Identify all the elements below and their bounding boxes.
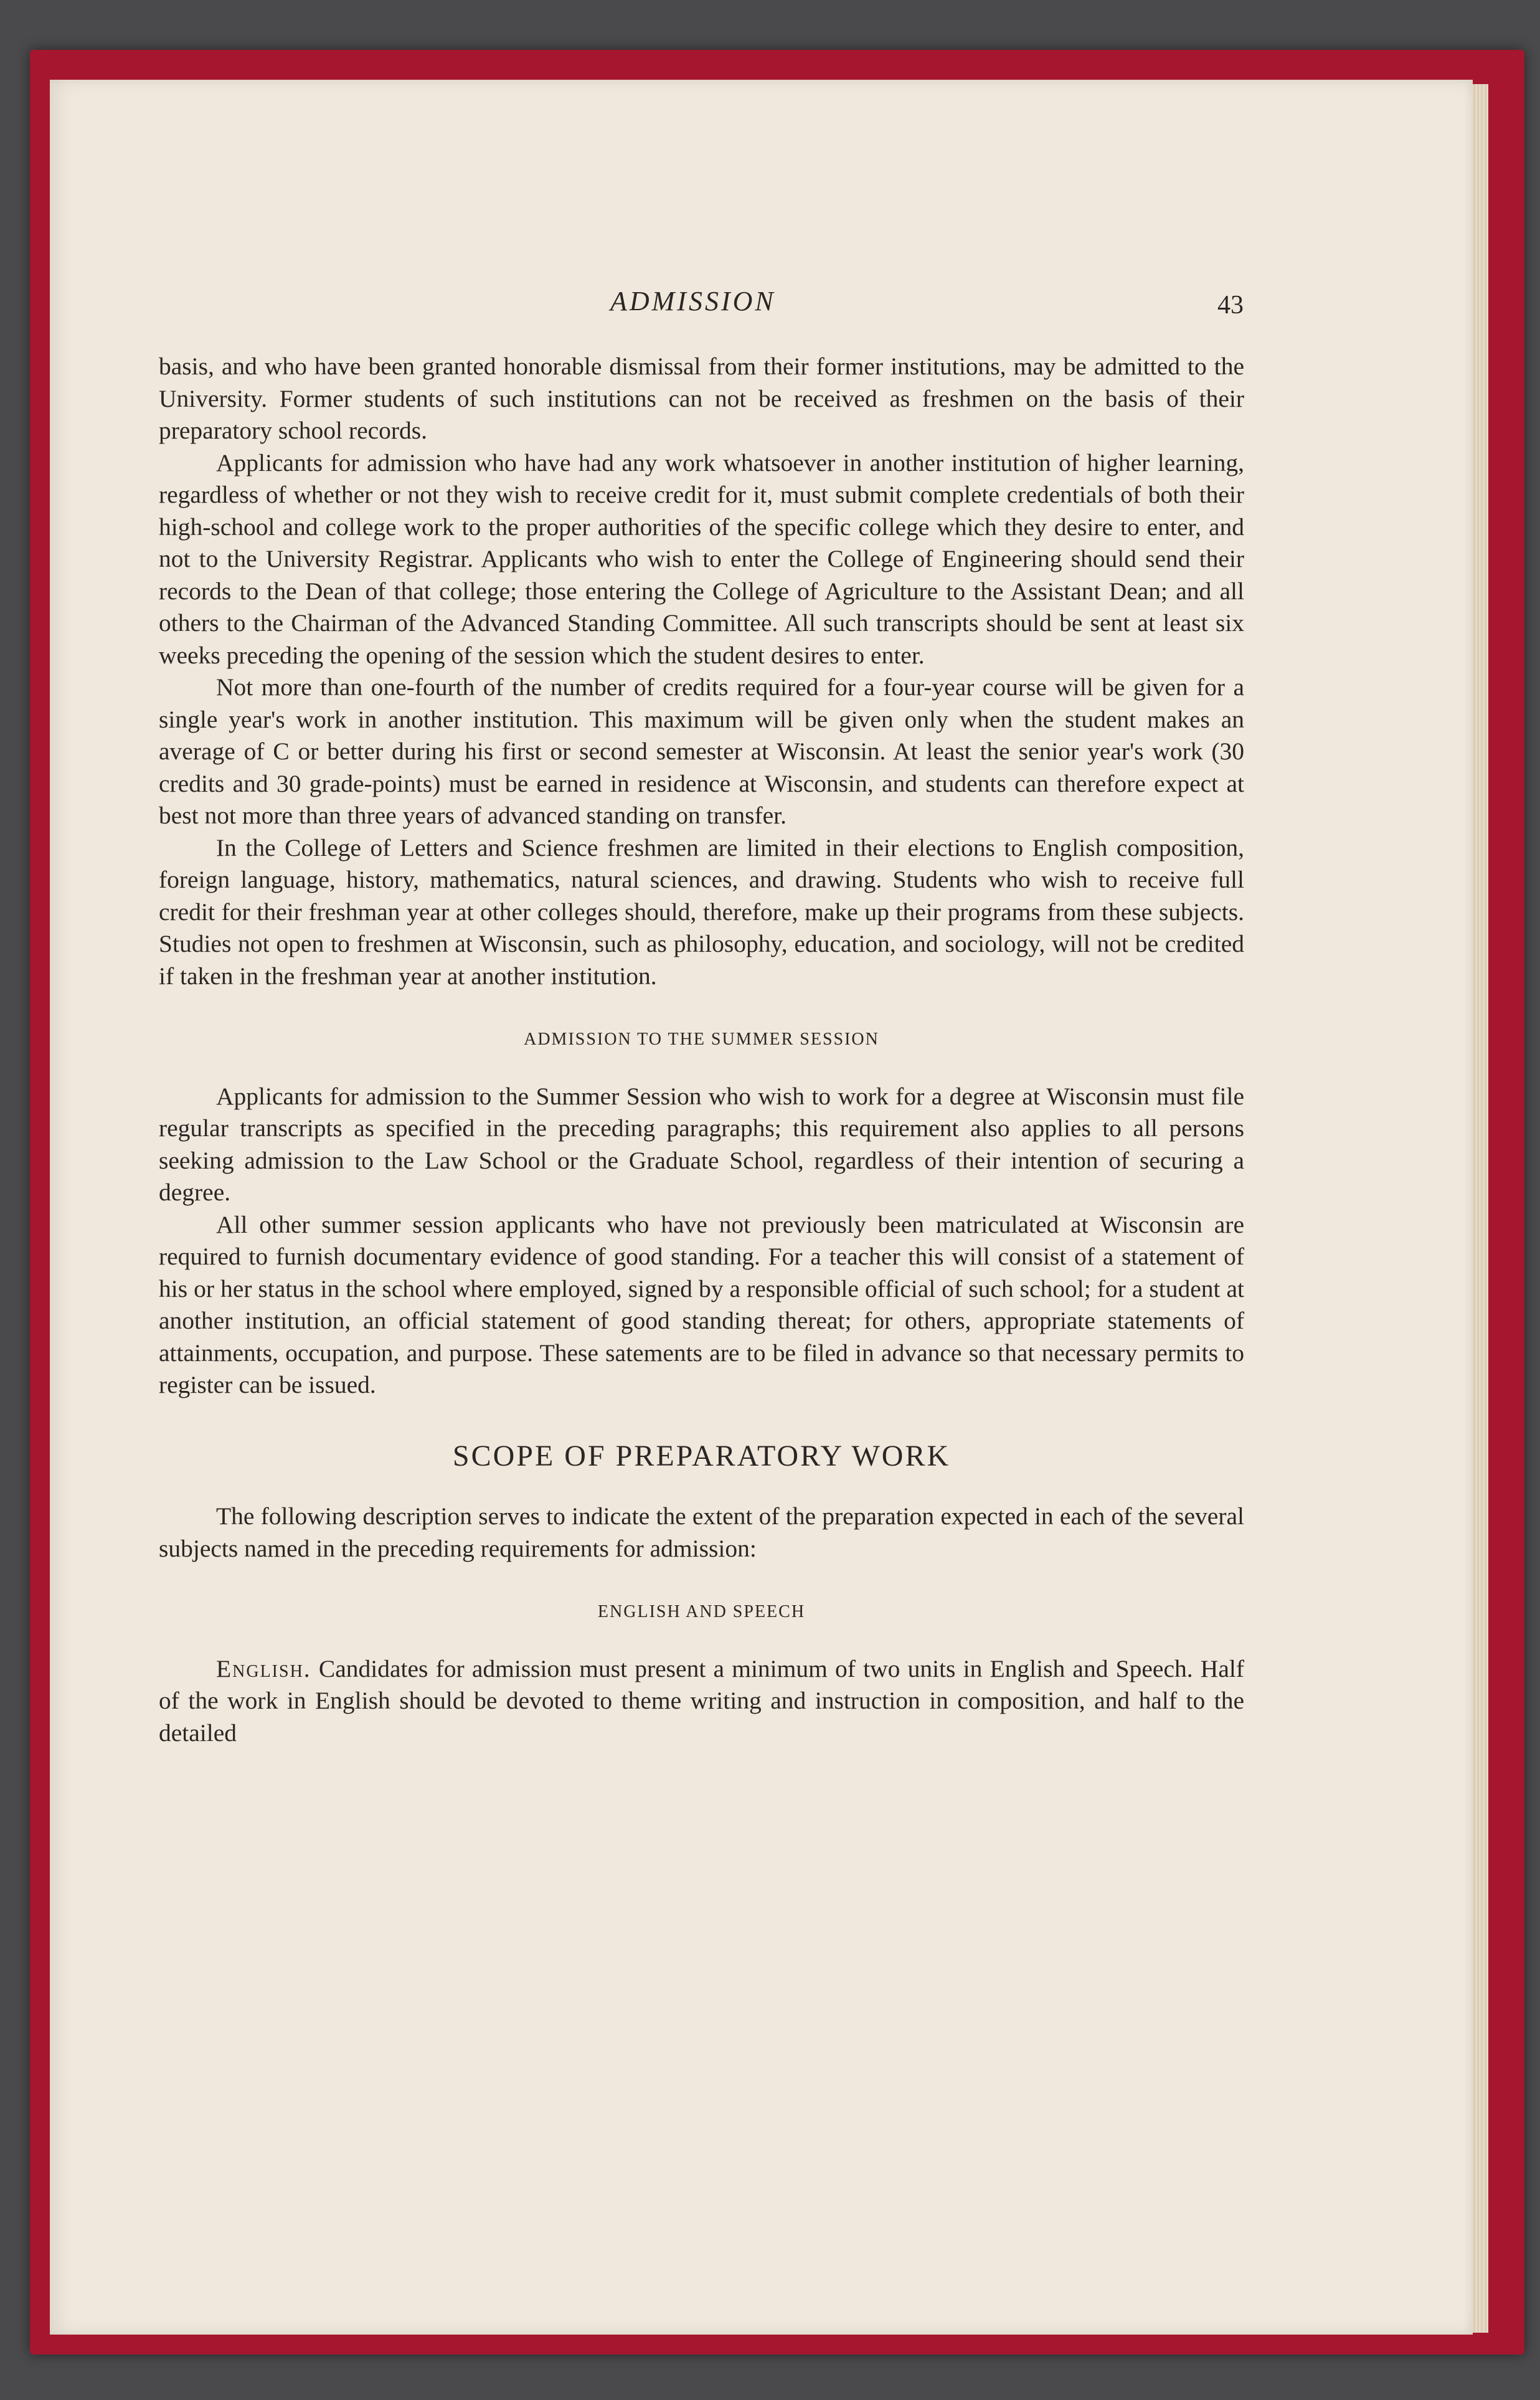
page-number: 43 (1217, 291, 1244, 320)
section-title: SCOPE OF PREPARATORY WORK (452, 1439, 951, 1473)
paragraph-text: Candidates for admission must present a minimum of two units in English and Speech. Half of the work in English should be devoted to theme writing and instruction in composition, and half to the detailed (159, 1654, 1244, 1747)
paragraph (159, 1653, 1244, 1750)
book-page (50, 80, 1473, 2335)
page-header (50, 285, 1473, 335)
run-in-heading: English. (216, 1654, 311, 1682)
paragraph: Not more than one-fourth of the number of credits required for a four-year course will be given for a single year's work in another institution. This maximum will be given only when the student makes an average of C or better during his first or second semester at Wisconsin. At least the senior year's work (30 credits and 30 grade-points) must be earned in residence at Wisconsin, and students can therefore expect at best not more than three years of advanced standing on transfer. (159, 673, 1244, 829)
running-head: ADMISSION (610, 286, 776, 316)
page-body (159, 351, 1244, 1749)
section-heading: ADMISSION TO THE SUMMER SESSION (524, 1030, 879, 1049)
paragraph: Applicants for admission to the Summer Session who wish to work for a degree at Wisconsin must file regular transcripts as specified in the preceding paragraphs; this requirement also applies to all persons seeking admission to the Law School or the Graduate School, regardless of their intention of securing a degree. (159, 1082, 1244, 1206)
paragraph: basis, and who have been granted honorable dismissal from their former institutions, may be admitted to the University. Former students of such institutions can not be received as freshmen on the basis of their preparatory school records. (159, 353, 1244, 444)
paragraph: The following description serves to indicate the extent of the preparation expected in each of the several subjects named in the preceding requirements for admission: (159, 1502, 1244, 1562)
paragraph: Applicants for admission who have had any work whatsoever in another institution of higher learning, regardless of whether or not they wish to receive credit for it, must submit complete credentials of both their high-school and college work to the proper authorities of the specific college which they desire to enter, and not to the University Registrar. Applicants who wish to enter the College of Engineering should send their records to the Dean of that college; those entering the College of Agriculture to the Assistant Dean; and all others to the Chairman of the Advanced Standing Committee. All such transcripts should be sent at least six weeks preceding the opening of the session which the student desires to enter. (159, 448, 1244, 669)
paragraph: In the College of Letters and Science freshmen are limited in their elections to English composition, foreign language, history, mathematics, natural sciences, and drawing. Students who wish to receive full credit for their freshman year at other colleges should, therefore, make up their programs from these subjects. Studies not open to freshmen at Wisconsin, such as philosophy, education, and sociology, will not be credited if taken in the freshman year at another institution. (159, 833, 1244, 990)
subsection-heading: ENGLISH AND SPEECH (597, 1602, 806, 1621)
paragraph: All other summer session applicants who have not previously been matriculated at Wisconsin are required to furnish documentary evidence of good standing. For a teacher this will consist of a statement of his or her status in the school where employed, signed by a responsible official of such school; for a student at another institution, an official statement of good standing thereat; for others, appropriate statements of attainments, occupation, and purpose. These satements are to be filed in advance so that necessary permits to register can be issued. (159, 1210, 1244, 1398)
